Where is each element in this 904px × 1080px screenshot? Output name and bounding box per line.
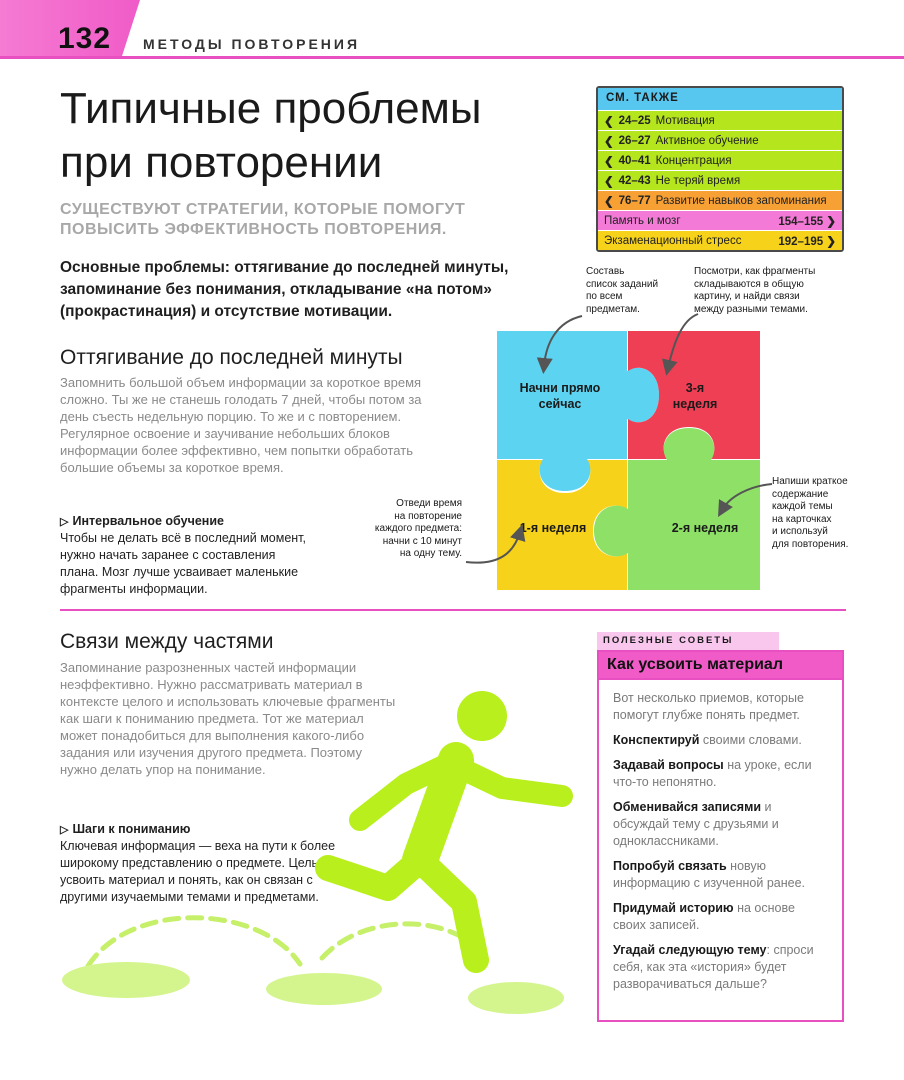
see-also-box <box>596 86 844 252</box>
stepping-stone-1 <box>62 962 190 998</box>
see-also-row[interactable]: ❮ 24–25 Мотивация <box>598 110 842 130</box>
puzzle-label-week3: 3-я неделя <box>672 381 718 411</box>
tip-item: Обменивайся записями и обсуждай тему с друзьями и одноклассниками. <box>613 800 779 848</box>
tips-box <box>597 650 844 1022</box>
stepping-stone-2 <box>266 973 382 1005</box>
puzzle-label-week2: 2-я неделя <box>671 521 739 535</box>
chevron-right-icon: ❯ <box>826 235 836 248</box>
step-arc-2 <box>322 924 480 958</box>
see-also-row[interactable]: ❮ 76–77 Развитие навыков запоминания <box>598 190 842 210</box>
tip-item: Конспектируй своими словами. <box>613 733 802 747</box>
arrow-to-start <box>544 316 582 366</box>
section1-note-body: Чтобы не делать всё в последний момент, нужно начать заранее с составления плана. Мозг лучше усваивает маленькие фрагменты информации. <box>60 531 306 596</box>
section2-note-body: Ключевая информация — веха на пути к более широкому представлению о предмете. Цель — усвоить материал и понять, как он связан с другими изучаемыми темами и предметами. <box>60 839 336 904</box>
tip-item: Задавай вопросы на уроке, если что-то непонятно. <box>613 758 812 789</box>
see-also-row[interactable]: Экзаменационный стресс 192–195 ❯ <box>598 230 842 250</box>
tip-item: Попробуй связать новую информацию с изученной ранее. <box>613 859 806 890</box>
triangle-icon: ▷ <box>60 824 69 836</box>
section-divider <box>60 609 846 611</box>
section2-heading: Связи между частями <box>60 630 274 653</box>
page-number: 132 <box>58 22 112 55</box>
page-subtitle: СУЩЕСТВУЮТ СТРАТЕГИИ, КОТОРЫЕ ПОМОГУТ ПОВЫСИТЬ ЭФФЕКТИВНОСТЬ ПОВТОРЕНИЯ. <box>60 201 466 238</box>
annotation-task-list: Составь список заданий по всем предметам. <box>586 266 659 315</box>
section2-note-title: ▷ Шаги к пониманию <box>60 821 190 839</box>
annotation-arrows <box>360 300 904 580</box>
chevron-left-icon: ❮ <box>604 155 614 168</box>
see-also-row[interactable]: ❮ 26–27 Активное обучение <box>598 130 842 150</box>
chevron-left-icon: ❮ <box>604 115 614 128</box>
arrow-to-week1 <box>466 532 520 563</box>
chevron-left-icon: ❮ <box>604 135 614 148</box>
tips-tag: ПОЛЕЗНЫЕ СОВЕТЫ <box>597 632 779 650</box>
header-rule <box>0 56 904 59</box>
annotation-summary-cards: Напиши краткое содержание каждой темы на карточках и используй для повторения. <box>772 476 849 550</box>
section1-body: Запомнить большой объем информации за короткое время сложно. Ты же не станешь голодать 7 дней, чтобы потом за день съесть недельную порцию. То же и с повторением. Регулярное освоение и заучивание небольших блоков информации более эффективно, чем попытки обработать большие объемы за короткое время. <box>60 375 422 475</box>
running-figure-illustration <box>60 680 590 1020</box>
tips-intro: Вот несколько приемов, которые помогут глубже понять предмет. <box>613 691 804 722</box>
page-title-line1: Типичные проблемы <box>60 84 482 133</box>
running-figure <box>328 691 562 960</box>
arrow-to-week3 <box>668 314 698 368</box>
page-title-line2: при повторении <box>60 138 383 187</box>
triangle-icon: ▷ <box>60 516 69 528</box>
chevron-left-icon: ❮ <box>604 175 614 188</box>
tips-title: Как усвоить материал <box>599 652 842 680</box>
arrow-to-week2 <box>722 484 772 510</box>
chevron-left-icon: ❮ <box>604 195 614 208</box>
see-also-row[interactable]: ❮ 40–41 Концентрация <box>598 150 842 170</box>
annotation-connections: Посмотри, как фрагменты складываются в общую картину, и найди связи между разными темами. <box>694 266 816 315</box>
see-also-row[interactable]: Память и мозг 154–155 ❯ <box>598 210 842 230</box>
chevron-right-icon: ❯ <box>826 215 836 228</box>
stepping-stone-3 <box>468 982 564 1014</box>
section1-heading: Оттягивание до последней минуты <box>60 346 403 369</box>
section1-note-title: ▷ Интервальное обучение <box>60 513 224 531</box>
puzzle-label-week1: 1-я неделя <box>519 521 587 535</box>
page-title <box>60 82 580 190</box>
section2-body: Запоминание разрозненных частей информации неэффективно. Нужно рассматривать материал в контексте целого и использовать ключевые фрагменты как шаги к пониманию предмета. Тот же материал может понадобиться для выполнения какого-либо задания или изучения другого предмета. Поэтому нужно делать упор на понимание. <box>60 660 396 777</box>
see-also-heading: СМ. ТАКЖЕ <box>598 88 842 110</box>
intro-text: Основные проблемы: оттягивание до последней минуты, запоминание без понимания, откладывание «на потом» (прокрастинация) и отсутствие мотивации. <box>60 259 509 320</box>
see-also-row[interactable]: ❮ 42–43 Не теряй время <box>598 170 842 190</box>
puzzle-label-start: Начни прямо сейчас <box>519 381 601 411</box>
step-arc-1 <box>88 918 300 966</box>
annotation-time: Отведи время на повторение каждого предмета: начни с 10 минут на одну тему. <box>374 498 462 559</box>
tip-item: Придумай историю на основе своих записей. <box>613 901 795 932</box>
section-title: МЕТОДЫ ПОВТОРЕНИЯ <box>143 36 361 52</box>
tip-item: Угадай следующую тему: спроси себя, как эта «история» будет разворачиваться дальше? <box>613 943 814 991</box>
